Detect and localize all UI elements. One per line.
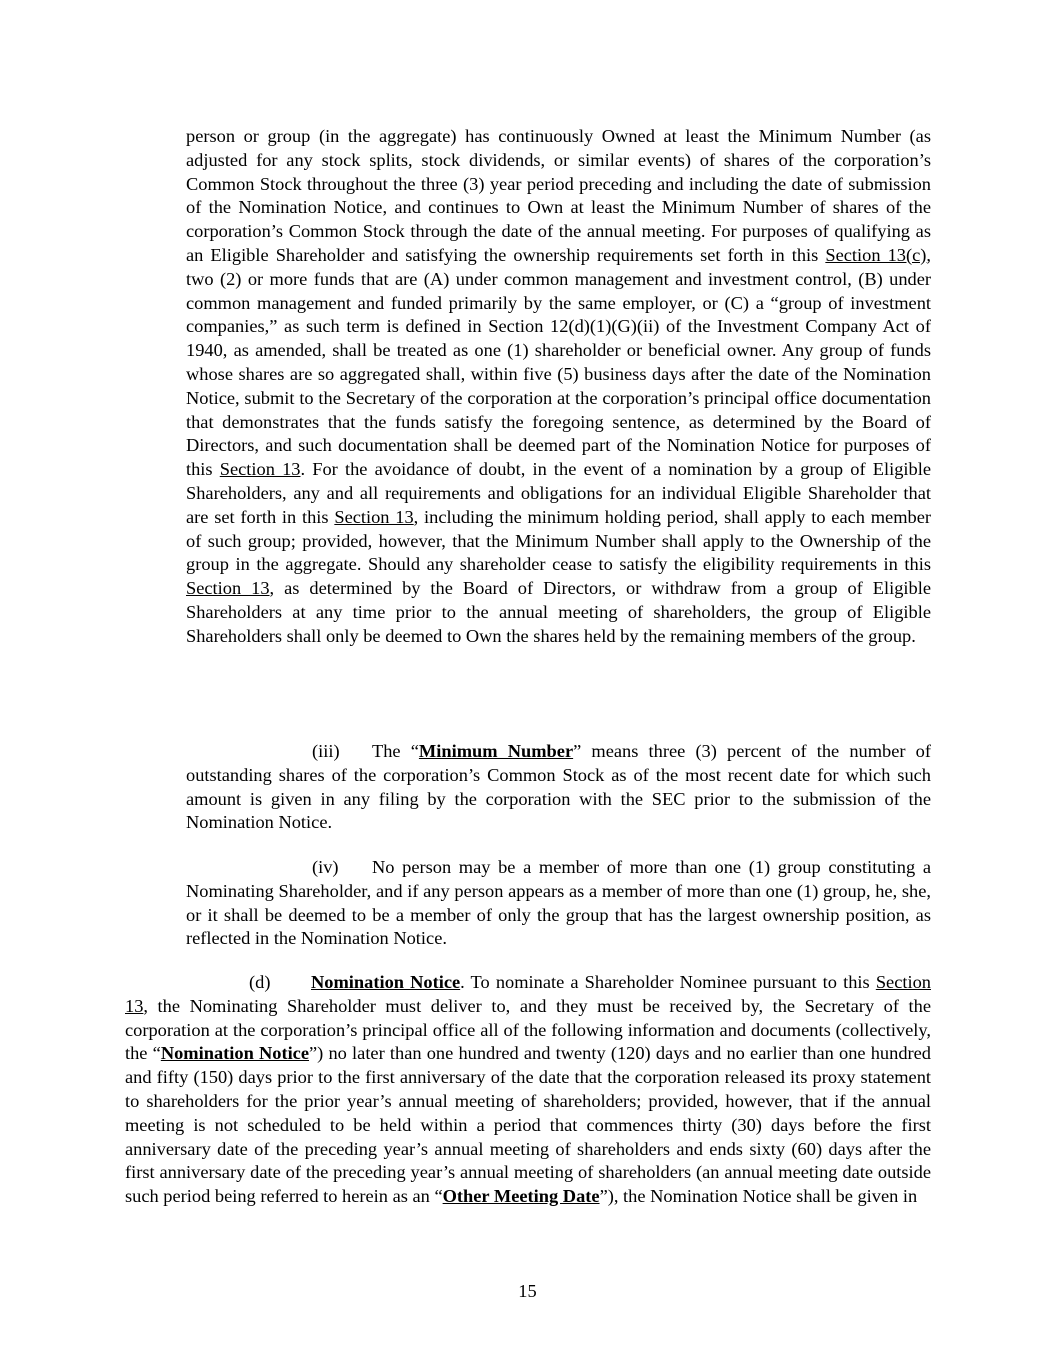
paragraph-minimum-number [186,740,931,835]
clause-label: (iii) [312,741,340,761]
text: person or group (in the aggregate) has continuously Owned at least the Minimum Number (as adjusted for any stock splits, stock dividends, or similar events) of shares of the corporation’s Common Stock throughout the three (3) year period preceding and including the date of submission of the Nomination Notice, and continues to Own at least the Minimum Number of shares of the corporation’s Common Stock through the date of the annual meeting. For purposes of qualifying as an Eligible Shareholder and satisfying the ownership requirements set forth in this [186,126,931,265]
text: ”), the Nomination Notice shall be given in [599,1186,918,1207]
section-reference: Section 13 [219,459,301,480]
text: , as determined by the Board of Directors, or withdraw from a group of Eligible Shareholders at any time prior to the annual meeting of shareholders, the group of Eligible Shareholders shall only be deemed to Own the shares held by the remaining members of the group. [186,578,931,646]
section-reference: Section 13 [125,972,931,1016]
text: , the Nominating Shareholder must deliver to, and they must be received by, the Secretary of the corporation at the corporation’s principal office all of the following information and documents (collectively, the “ [125,995,931,1064]
text: . For the avoidance of doubt, in the event of a nomination by a group of Eligible Shareholders, any and all requirements and obligations for an individual Eligible Shareholder that are set forth in this [186,459,932,527]
section-reference: Section 13(c) [825,244,927,265]
text: . To nominate a Shareholder Nominee pursuant to this [460,972,876,992]
section-reference: Section 13 [186,578,270,599]
clause-label: (iv) [312,857,339,877]
text: No person may be a member of more than one (1) group constituting a Nominating Shareholder, and if any person appears as a member of more than one (1) group, he, she, or it shall be deemed to be a member of only the group that has the largest ownership position, as reflected in the Nomination Notice. [186,857,931,949]
text: The “ [372,741,419,761]
text: ”) no later than one hundred and twenty (120) days and no earlier than one hundred and fifty (150) days prior to the first anniversary of the date that the corporation released its proxy statement to shareholders for the prior year’s annual meeting of shareholders; provided, however, that if the annual meeting is not scheduled to be held within a period that commences thirty (30) days before the first anniversary date of the preceding year’s annual meeting of shareholders and ends sixty (60) days after the first anniversary date of the preceding year’s annual meeting of shareholders (an annual meeting date outside such period being referred to herein as an “ [125,1043,931,1207]
clause-label: (d) [249,972,271,992]
section-heading: Nomination Notice [311,972,461,992]
text: , two (2) or more funds that are (A) under common management and investment control, (B) under common management and funded primarily by the same employer, or (C) a “group of investment companies,” as such term is defined in Section 12(d)(1)(G)(ii) of the Investment Company Act of 1940, as amended, shall be treated as one (1) shareholder or beneficial owner. Any group of funds whose shares are so aggregated shall, within five (5) business days after the date of the Nomination Notice, submit to the Secretary of the corporation at the corporation’s principal office documentation that demonstrates that the funds satisfy the foregoing sentence, as determined by the Board of Directors, and such documentation shall be deemed part of the Nomination Notice for purposes of this [186,244,931,480]
section-reference: Section 13 [334,506,414,527]
page-number: 15 [518,1281,537,1301]
paragraph-nomination-notice [125,971,931,1209]
paragraph-eligible-shareholder-continuation [186,125,931,649]
defined-term: Nomination Notice [160,1043,310,1064]
paragraph-single-group-membership [186,856,931,951]
defined-term: Minimum Number [418,741,574,761]
defined-term: Other Meeting Date [442,1186,600,1207]
text: , including the minimum holding period, shall apply to each member of such group; provided, however, that the Minimum Number shall apply to the Ownership of the group in the aggregate. Should any shareholder cease to satisfy the eligibility requirements in this [186,506,931,575]
text: ” means three (3) percent of the number of outstanding shares of the corporation’s Common Stock as of the most recent date for which such amount is given in any filing by the corporation with the SEC prior to the submission of the Nomination Notice. [186,741,931,833]
